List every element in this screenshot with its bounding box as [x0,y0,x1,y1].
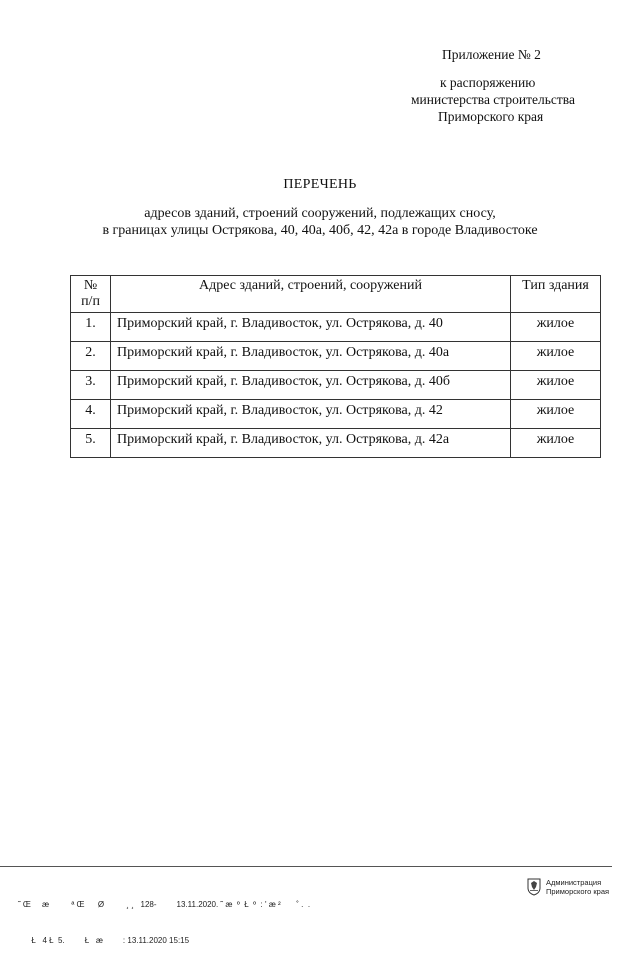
header-num: № п/п [71,276,111,313]
table-row [71,342,601,371]
row-num: 5. [71,429,111,458]
logo-caption [546,878,609,896]
row-type: жилое [511,429,601,458]
administration-logo [527,878,609,896]
header-type: Тип здания [511,276,601,313]
row-address: Приморский край, г. Владивосток, ул. Острякова, д. 40а [111,342,511,371]
logo-line-2: Приморского края [546,887,610,896]
appendix-number: Приложение № 2 [442,47,541,62]
stamp-line-1: ˜ Œ æ ª Œ Ø ¸ ¸ 128- 13.11.2020. ˜ æ º Ł º : ' æ ² ˚ . . [18,900,311,909]
row-num: 1. [71,313,111,342]
row-type: жилое [511,313,601,342]
appendix-region: Приморского края [438,109,544,124]
appendix-to-order: к распоряжению [440,75,536,90]
subtitle-line-1: адресов зданий, строений сооружений, подлежащих сносу, [144,206,496,221]
stamp-line-2: Ł 4 Ł 5. Ł æ : 13.11.2020 15:15 [18,936,190,945]
table-row [71,371,601,400]
coat-of-arms-icon [527,878,541,896]
row-type: жилое [511,342,601,371]
row-num: 3. [71,371,111,400]
table-row [71,400,601,429]
signature-stamp-text [18,875,310,959]
buildings-table [70,275,601,458]
subtitle-line-2: в границах улицы Острякова, 40, 40а, 40б, 42, 42а в городе Владивостоке [102,223,538,238]
row-num: 2. [71,342,111,371]
row-type: жилое [511,371,601,400]
document-subtitle [0,205,640,239]
row-address: Приморский край, г. Владивосток, ул. Острякова, д. 42 [111,400,511,429]
document-title: ПЕРЕЧЕНЬ [283,177,357,192]
table-header-row [71,276,601,313]
header-address: Адрес зданий, строений, сооружений [111,276,511,313]
row-address: Приморский край, г. Владивосток, ул. Острякова, д. 42а [111,429,511,458]
row-num: 4. [71,400,111,429]
logo-line-1: Администрация [546,878,602,887]
footer-divider [0,866,612,867]
table-row [71,313,601,342]
appendix-ministry: министерства строительства [411,92,575,107]
row-type: жилое [511,400,601,429]
table-row [71,429,601,458]
row-address: Приморский край, г. Владивосток, ул. Острякова, д. 40б [111,371,511,400]
row-address: Приморский край, г. Владивосток, ул. Острякова, д. 40 [111,313,511,342]
